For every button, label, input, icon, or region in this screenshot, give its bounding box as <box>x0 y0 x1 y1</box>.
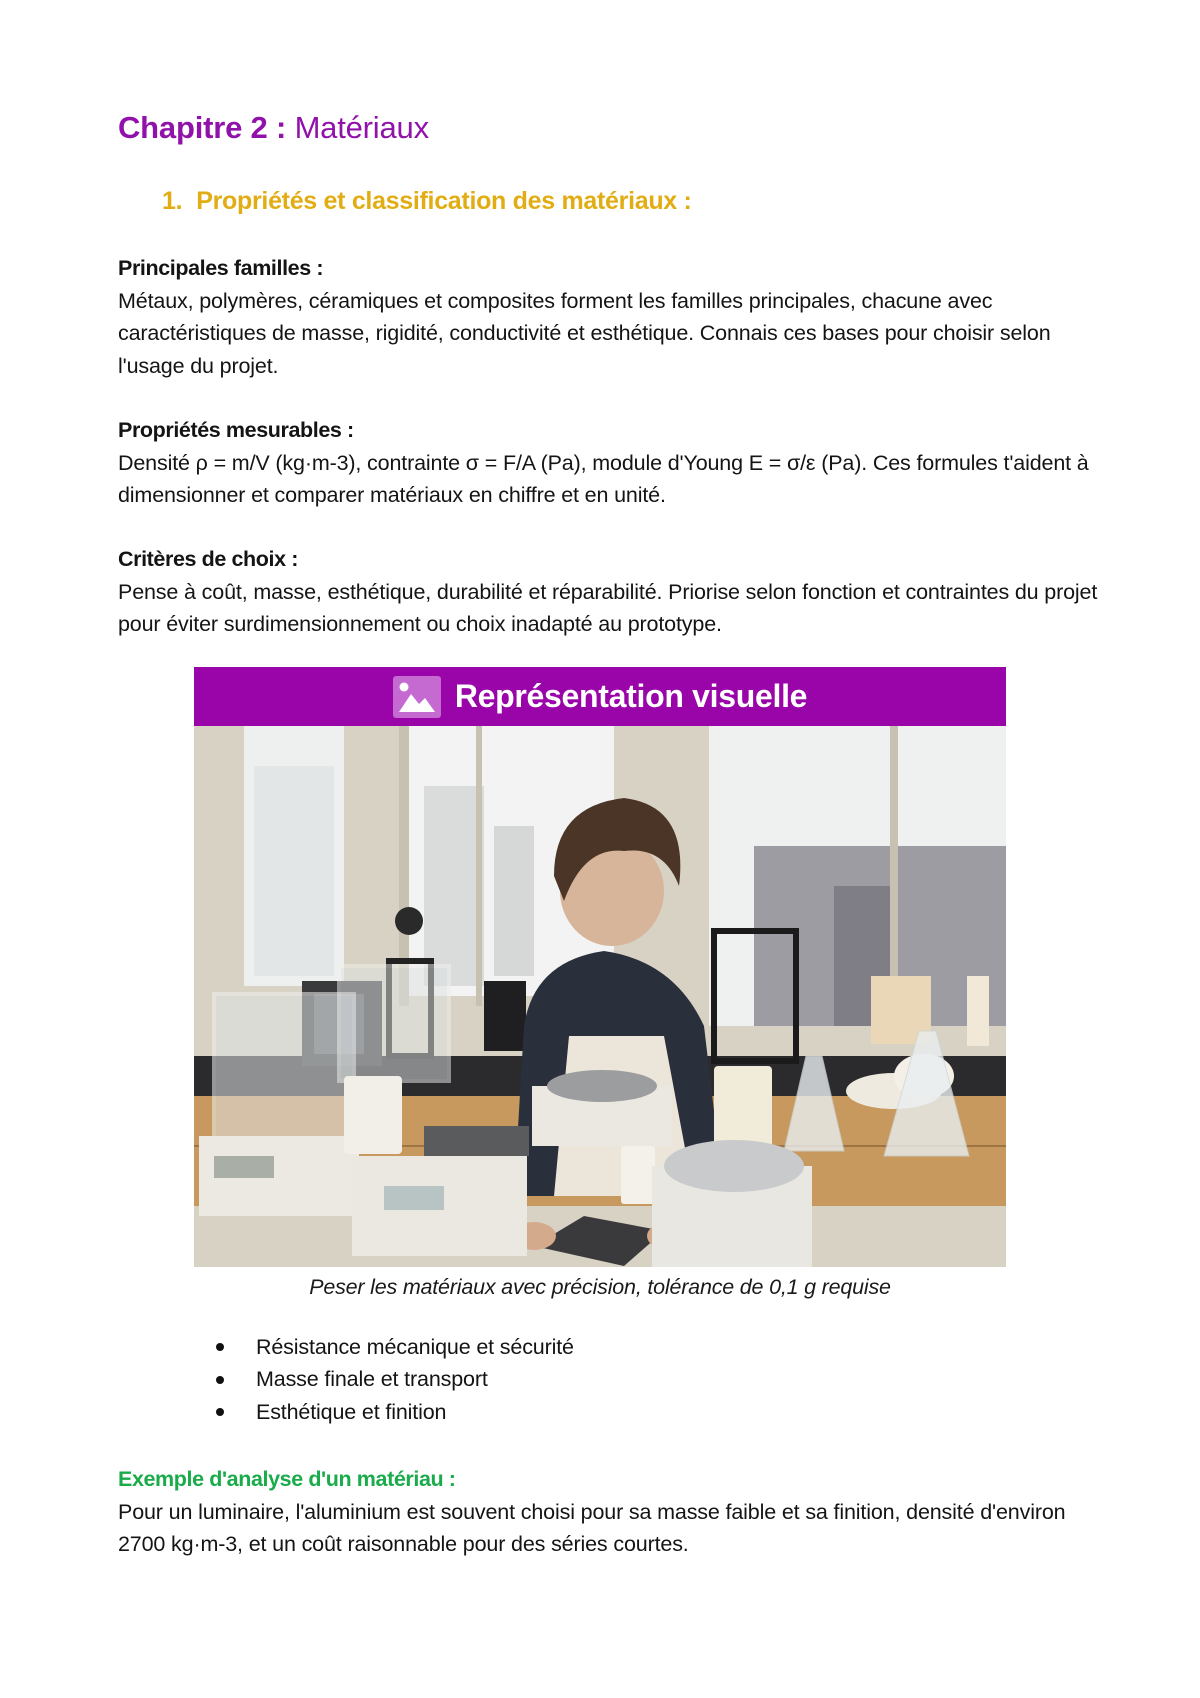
block-label: Exemple d'analyse d'un matériau : <box>118 1467 456 1491</box>
figure-caption: Peser les matériaux avec précision, tolérance de 0,1 g requise <box>309 1275 891 1299</box>
figure-banner <box>194 667 1006 726</box>
figure-banner-title: Représentation visuelle <box>454 678 808 714</box>
block-criteres-de-choix <box>118 543 1098 641</box>
bullet-icon <box>216 1408 224 1416</box>
block-text: Densité ρ = m/V (kg·m-3), contrainte σ = F/A (Pa), module d'Young E = σ/ε (Pa). Ces formules t'aident à dimensionner et comparer matériaux en chiffre et en unité. <box>118 450 1089 507</box>
bullet-icon <box>216 1376 224 1384</box>
block-text: Pense à coût, masse, esthétique, durabilité et réparabilité. Priorise selon fonction et contraintes du projet pour éviter surdimensionnement ou choix inadapté au prototype. <box>118 579 1098 636</box>
chapter-title <box>118 108 429 148</box>
block-label: Principales familles : <box>118 256 324 280</box>
lab-photo <box>194 726 1006 1267</box>
block-label: Propriétés mesurables : <box>118 418 354 442</box>
section-heading <box>162 184 692 218</box>
image-icon <box>393 676 441 718</box>
block-exemple-analyse <box>118 1463 1098 1561</box>
block-text: Pour un luminaire, l'aluminium est souvent choisi pour sa masse faible et sa finition, densité d'environ 2700 kg·m-3, et un coût raisonnable pour des séries courtes. <box>118 1499 1066 1556</box>
list-item-text: Masse finale et transport <box>256 1367 488 1392</box>
list-item-text: Esthétique et finition <box>256 1399 447 1424</box>
block-principales-familles <box>118 252 1098 382</box>
criteria-list <box>216 1331 574 1429</box>
list-item <box>216 1396 574 1429</box>
chapter-prefix: Chapitre 2 : <box>118 110 287 145</box>
block-label: Critères de choix : <box>118 547 298 571</box>
list-item <box>216 1331 574 1364</box>
block-text: Métaux, polymères, céramiques et composites forment les familles principales, chacune avec caractéristiques de masse, rigidité, conductivité et esthétique. Connais ces bases pour choisir selon l'usage du projet. <box>118 288 1051 378</box>
chapter-name: Matériaux <box>294 110 429 145</box>
list-item-text: Résistance mécanique et sécurité <box>256 1334 574 1359</box>
section-number: 1. <box>162 187 183 215</box>
bullet-icon <box>216 1343 224 1351</box>
block-proprietes-mesurables <box>118 414 1098 512</box>
visual-figure <box>194 667 1006 1267</box>
list-item <box>216 1364 574 1397</box>
section-title: Propriétés et classification des matériaux : <box>196 187 692 215</box>
